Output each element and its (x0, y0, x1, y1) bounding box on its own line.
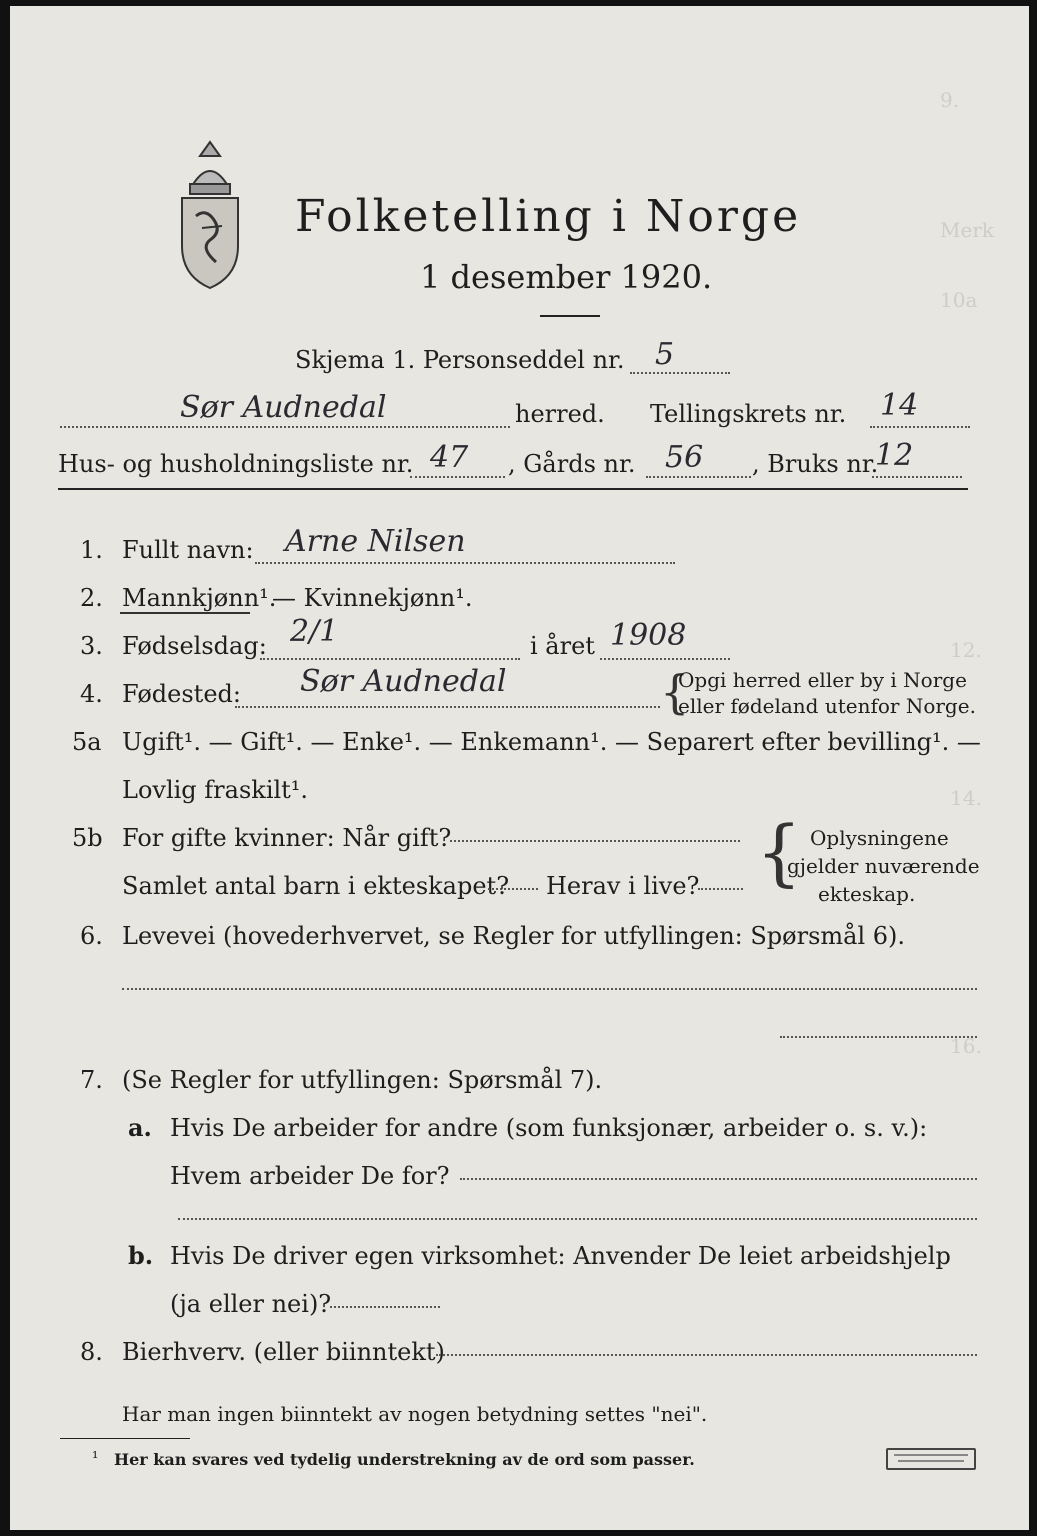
q5b-number: 5b (72, 824, 103, 852)
q7-number: 7. (80, 1066, 103, 1094)
q7b-line2: (ja eller nei)? (170, 1290, 332, 1318)
form-title: Folketelling i Norge (295, 191, 802, 242)
husholdningsliste-value: 47 (430, 440, 469, 475)
q5a-line1: Ugift¹. — Gift¹. — Enke¹. — Enkemann¹. — Separert efter bevilling¹. — (122, 728, 981, 756)
full-name-value: Arne Nilsen (285, 524, 466, 559)
q7b-line1: Hvis De driver egen virksomhet: Anvender De leiet arbeidshjelp (170, 1242, 951, 1270)
header-rule (58, 488, 968, 490)
q1-label: Fullt navn: (122, 536, 254, 564)
q6-number: 6. (80, 922, 103, 950)
footnote-mark: ¹ (92, 1448, 99, 1467)
q2-number: 2. (80, 584, 103, 612)
q7a-line2: Hvem arbeider De for? (170, 1162, 450, 1190)
coat-of-arms-icon (170, 136, 250, 296)
gards-value: 56 (665, 440, 704, 475)
q5b-children-label: Samlet antal barn i ekteskapet? (122, 872, 510, 900)
male-underline (120, 612, 250, 614)
footnote-rule (60, 1438, 190, 1439)
q8-number: 8. (80, 1338, 103, 1366)
footnote-text: Her kan svares ved tydelig understrekning av de ord som passer. (114, 1450, 695, 1469)
q5a-number: 5a (72, 728, 102, 756)
q7a-number: a. (128, 1113, 152, 1142)
q8-label: Bierhverv. (eller biinntekt) (122, 1338, 445, 1366)
q7a-line1: Hvis De arbeider for andre (som funksjonær, arbeider o. s. v.): (170, 1114, 928, 1142)
census-date: 1 desember 1920. (420, 258, 713, 296)
birthday-value: 2/1 (290, 614, 339, 649)
q5b-note-line2: gjelder nuværende (787, 854, 980, 878)
q2-male-option: Mannkjønn¹. (122, 584, 277, 612)
printer-stamp-icon (886, 1448, 976, 1470)
q3-year-label: i året (530, 632, 595, 660)
herred-value: Sør Audnedal (180, 390, 387, 425)
q3-number: 3. (80, 632, 103, 660)
q5b-alive-label: Herav i live? (546, 872, 700, 900)
q6-label: Levevei (hovederhvervet, se Regler for utfyllingen: Spørsmål 6). (122, 922, 906, 950)
personseddel-number: 5 (655, 337, 675, 372)
q7-label: (Se Regler for utfyllingen: Spørsmål 7). (122, 1066, 603, 1094)
q4-note-line2: eller fødeland utenfor Norge. (678, 694, 976, 718)
q4-number: 4. (80, 680, 103, 708)
birth-year-value: 1908 (610, 618, 687, 653)
q7b-number: b. (128, 1241, 154, 1270)
q5b-note-line1: Oplysningene (810, 826, 949, 850)
gards-label: , Gårds nr. (508, 450, 636, 478)
title-divider (540, 315, 600, 317)
q4-label: Fødested: (122, 680, 241, 708)
schema-label: Skjema 1. Personseddel nr. (295, 346, 625, 374)
q5b-note-line3: ekteskap. (818, 882, 916, 906)
census-form: 9. Merk 10a 12. 14. 16. Folketelling i Norge 1 desember 1920. Skjema 1. Personseddel nr. 5 Sør Audnedal herred. Tellingskrets nr. 14 Hus- og husholdningsliste nr. 47 , Gårds nr. 56 , Bruks nr. 12 1. Fullt navn: Arne Nilsen 2. Mannkjønn¹. — Kvinnekjønn¹. 3. Fødselsdag: 2/1 i året 1908 4. Fødested: Sør Audnedal { Opgi herred eller by i Norge eller fødeland utenfor Norge. 5a Ugift¹. — Gift¹. — Enke¹. — Enkemann¹. — Separert efter bevilling¹. — Lovlig fraskilt¹. 5b For gifte kvinner: Når gift? Samlet antal barn i ekteskapet? Herav i live? { Oplysningene gjelder nuværende ekteskap. 6. Levevei (hovederhvervet, se Regler for utfyllingen: Spørsmål 6). 7. (Se Regler for utfyllingen: Spørsmål 7). a. Hvis De arbeider for andre (som funksjonær, arbeider o. s. v.): Hvem arbeider De for? b. Hvis De driver egen virksomhet: Anvender De leiet arbeidshjelp (ja eller nei)? 8. Bierhverv. (eller biinntekt) Har man ingen biinntekt av nogen betydning settes "nei". ¹ Her kan svares ved tydelig understrekning av de ord som passer. (10, 6, 1029, 1530)
tellingskrets-value: 14 (880, 388, 919, 423)
birthplace-value: Sør Audnedal (300, 664, 507, 699)
q1-number: 1. (80, 536, 103, 564)
tellingskrets-label: Tellingskrets nr. (650, 400, 847, 428)
q5b-line1: For gifte kvinner: Når gift? (122, 824, 452, 852)
q5a-line2: Lovlig fraskilt¹. (122, 776, 309, 804)
husholdningsliste-label: Hus- og husholdningsliste nr. (58, 450, 414, 478)
q2-female-option: — Kvinnekjønn¹. (272, 584, 473, 612)
herred-label: herred. (515, 400, 605, 428)
bruks-label: , Bruks nr. (752, 450, 879, 478)
q3-label: Fødselsdag: (122, 632, 267, 660)
q4-note-line1: Opgi herred eller by i Norge (678, 668, 967, 692)
bruks-value: 12 (875, 438, 914, 473)
footer-note: Har man ingen biinntekt av nogen betydning settes "nei". (122, 1402, 708, 1426)
